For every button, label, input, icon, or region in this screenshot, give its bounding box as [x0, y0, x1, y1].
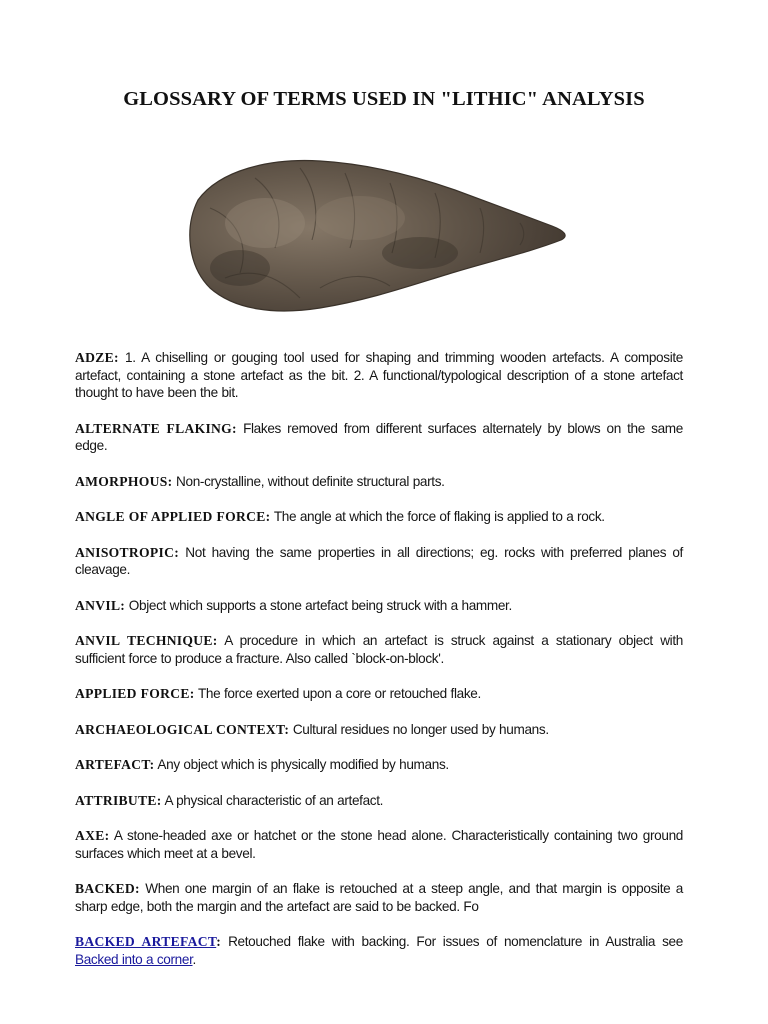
glossary-entry-anvil [75, 597, 683, 615]
glossary-entry-artefact [75, 756, 683, 774]
glossary-definition: Cultural residues no longer used by humans. [292, 721, 549, 737]
backed-into-a-corner-link[interactable]: Backed into a corner [75, 951, 193, 967]
glossary-entry-adze [75, 349, 683, 402]
glossary-term: ARTEFACT: [75, 757, 155, 772]
glossary-definition: When one margin of an flake is retouched at a steep angle, and that margin is opposite a sharp edge, both the margin and the artefact are said to be backed. Fo [75, 881, 683, 914]
glossary-definition: A procedure in which an artefact is struck against a stationary object with sufficient force to produce a fracture. Also called `block-on-block'. [75, 633, 683, 666]
glossary-definition: A stone-headed axe or hatchet or the stone head alone. Characteristically containing two ground surfaces which meet at a bevel. [75, 828, 683, 861]
glossary-definition: Object which supports a stone artefact being struck with a hammer. [128, 597, 512, 613]
glossary-term: ANISOTROPIC: [75, 544, 180, 560]
glossary-definition: Any object which is physically modified by humans. [157, 757, 449, 772]
glossary-term: ANVIL: [75, 597, 126, 613]
glossary-entry-applied-force [75, 685, 683, 703]
glossary-term: AXE: [75, 828, 110, 843]
glossary-term: ANGLE OF APPLIED FORCE: [75, 509, 271, 524]
glossary-term: APPLIED FORCE: [75, 686, 195, 701]
glossary-entry-anisotropic [75, 544, 683, 579]
glossary-term: AMORPHOUS: [75, 473, 173, 489]
glossary-entry-axe [75, 827, 683, 862]
glossary-term: ALTERNATE FLAKING: [75, 420, 237, 436]
glossary-entry-attribute [75, 792, 683, 810]
glossary-entry-archaeological-context [75, 721, 683, 739]
glossary-definition: The angle at which the force of flaking is applied to a rock. [273, 509, 605, 524]
glossary-definition: Retouched flake with backing. For issues of nomenclature in Australia see [228, 934, 683, 949]
glossary-entry-backed [75, 880, 683, 915]
glossary-definition: Not having the same properties in all directions; eg. rocks with preferred planes of cleavage. [75, 544, 683, 577]
flaked-stone-tool-image [180, 148, 575, 318]
glossary-definition: 1. A chiselling or gouging tool used for shaping and trimming wooden artefacts. A composite artefact, containing a stone artefact as the bit. 2. A functional/typological description of a stone artefact thought to have been the bit. [75, 350, 683, 400]
glossary-term: ATTRIBUTE: [75, 792, 162, 808]
glossary-term-suffix: : [216, 934, 222, 949]
glossary-term: ADZE: [75, 350, 119, 365]
glossary-term: ANVIL TECHNIQUE: [75, 633, 218, 648]
glossary-term: ARCHAEOLOGICAL CONTEXT: [75, 721, 290, 737]
page-title: GLOSSARY OF TERMS USED IN "LITHIC" ANALYSIS [123, 88, 645, 110]
glossary-entry-amorphous [75, 473, 683, 491]
glossary-definition: Flakes removed from different surfaces alternately by blows on the same edge. [75, 420, 683, 453]
backed-artefact-link[interactable]: BACKED ARTEFACT [75, 934, 217, 949]
glossary [75, 349, 683, 986]
glossary-definition: The force exerted upon a core or retouched flake. [197, 686, 481, 701]
glossary-entry-backed-artefact [75, 933, 683, 968]
glossary-entry-angle-of-applied-force [75, 508, 683, 526]
glossary-definition: A physical characteristic of an artefact. [164, 792, 384, 808]
glossary-entry-anvil-technique [75, 632, 683, 667]
glossary-definition-end: . [192, 951, 196, 967]
glossary-term: BACKED: [75, 881, 140, 896]
glossary-definition: Non-crystalline, without definite structural parts. [176, 473, 445, 489]
glossary-entry-alternate-flaking [75, 420, 683, 455]
